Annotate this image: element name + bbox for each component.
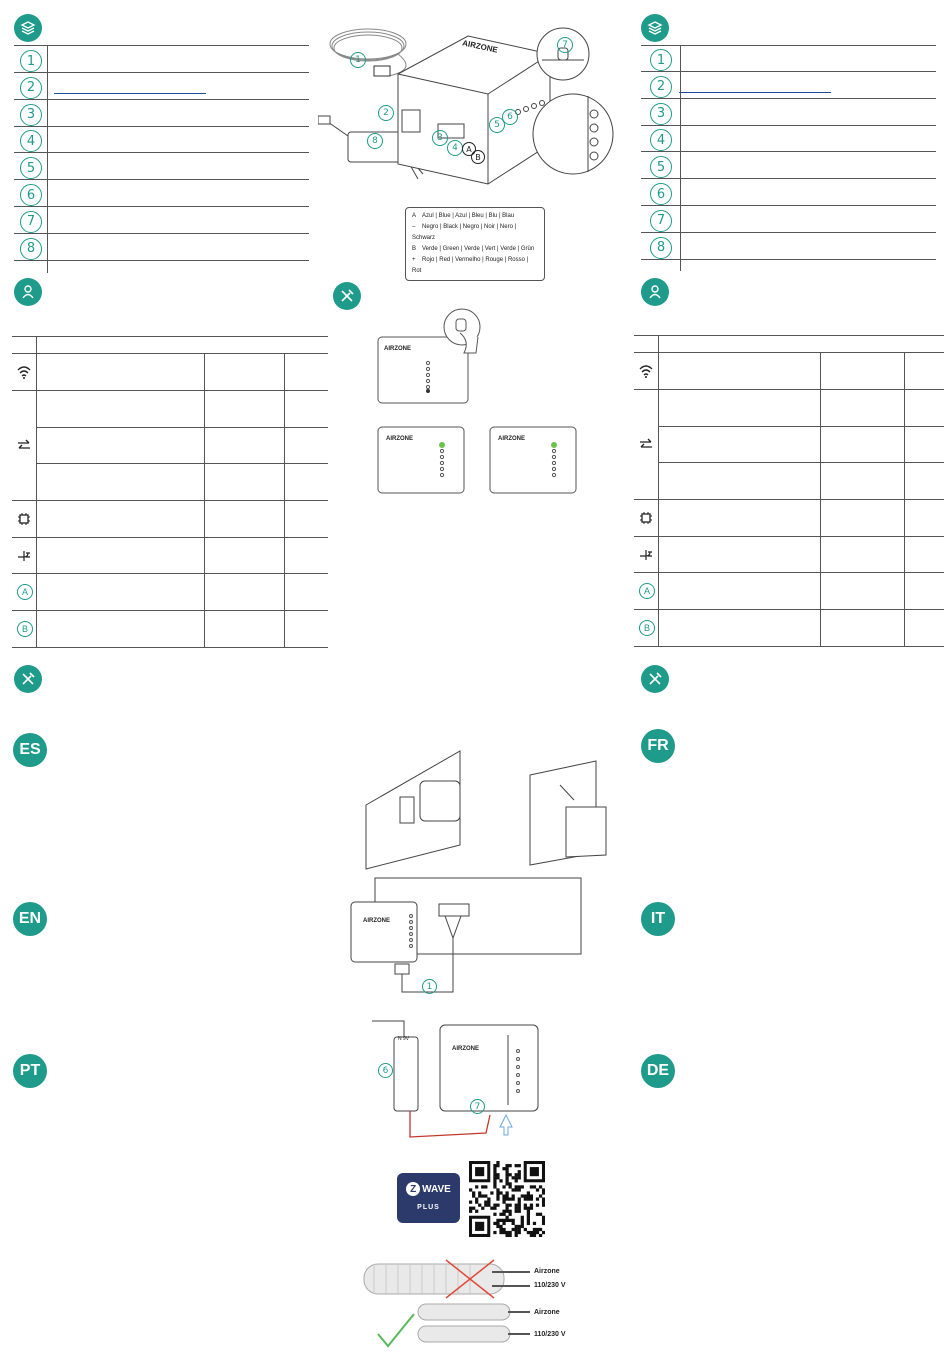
chip-icon [638, 510, 654, 531]
pairing-diagram [372, 305, 588, 495]
cable-label-4: 110/230 V [534, 1331, 566, 1338]
part-number-6: 6 [20, 184, 42, 206]
part-number-8: 8 [20, 238, 42, 260]
layers-icon [14, 14, 42, 42]
power-label: N 9V [398, 1036, 410, 1042]
zwave-plus-logo: Z WAVE PLUS [397, 1173, 460, 1223]
part-number-3: 3 [650, 103, 672, 125]
wiring-diagram [347, 876, 587, 998]
lang-badge-es: ES [13, 733, 47, 767]
callout-7: 7 [470, 1099, 485, 1114]
callout-b: B [471, 150, 485, 164]
device-brand: AIRZONE [461, 38, 499, 55]
callout-2: 2 [378, 105, 394, 121]
legend-row: A Azul | Blue | Azul | Bleu | Blu | Blau [412, 213, 515, 219]
wifi-icon [16, 364, 32, 385]
tools-icon [641, 665, 669, 693]
callout-5: 5 [489, 117, 505, 133]
lang-badge-de: DE [641, 1054, 675, 1088]
part-number-4: 4 [20, 130, 42, 152]
wifi-icon [638, 363, 654, 384]
legend-row: + Rojo | Red | Vermelho | Rouge | Rosso | Rot [412, 257, 529, 274]
user-settings-icon [14, 278, 42, 306]
sync-arrows-icon [638, 436, 654, 457]
cable-separation-diagram [362, 1258, 532, 1348]
device-brand: AIRZONE [498, 436, 525, 442]
cable-label-2: 110/230 V [534, 1282, 566, 1289]
lang-badge-fr: FR [641, 729, 675, 763]
callout-a: A [462, 142, 476, 156]
legend-row: B Verde | Green | Verde | Vert | Verde | Grün [412, 246, 535, 252]
mounting-diagram [360, 745, 610, 870]
part-number-4: 4 [650, 129, 672, 151]
callout-6: 6 [378, 1063, 393, 1078]
part-number-2: 2 [650, 76, 672, 98]
callout-6: 6 [502, 109, 518, 125]
power-plug-icon [638, 546, 654, 567]
callout-1: 1 [422, 979, 437, 994]
tools-icon [14, 665, 42, 693]
legend-row: – Negro | Black | Negro | Noir | Nero | Schwarz [412, 224, 517, 241]
sync-arrows-icon [16, 437, 32, 458]
wire-a-icon: A [639, 583, 655, 599]
wire-color-legend [405, 207, 545, 281]
power-diagram [368, 1015, 543, 1140]
device-brand: AIRZONE [386, 436, 413, 442]
callout-1: 1 [350, 52, 366, 68]
device-brand: AIRZONE [363, 918, 390, 924]
part-number-1: 1 [650, 49, 672, 71]
layers-icon [641, 14, 669, 42]
user-settings-icon [641, 278, 669, 306]
tools-icon [333, 282, 361, 310]
chip-icon [16, 511, 32, 532]
part-number-7: 7 [20, 211, 42, 233]
callout-7: 7 [557, 37, 573, 53]
cable-label-3: Airzone [534, 1309, 560, 1316]
part-number-5: 5 [20, 157, 42, 179]
part-number-3: 3 [20, 104, 42, 126]
device-brand: AIRZONE [452, 1046, 479, 1052]
part-number-5: 5 [650, 156, 672, 178]
qr-code [469, 1161, 545, 1237]
wire-b-icon: B [639, 620, 655, 636]
lang-badge-pt: PT [13, 1054, 47, 1088]
wire-a-icon: A [17, 584, 33, 600]
part-number-6: 6 [650, 183, 672, 205]
device-brand: AIRZONE [384, 346, 411, 352]
part-number-2: 2 [20, 77, 42, 99]
cable-label-1: Airzone [534, 1268, 560, 1275]
wire-b-icon: B [17, 621, 33, 637]
callout-8: 8 [367, 133, 383, 149]
part-number-7: 7 [650, 210, 672, 232]
part-number-1: 1 [20, 50, 42, 72]
power-plug-icon [16, 547, 32, 568]
lang-badge-it: IT [641, 902, 675, 936]
lang-badge-en: EN [13, 902, 47, 936]
callout-3: 3 [432, 130, 448, 146]
part-number-8: 8 [650, 237, 672, 259]
callout-4: 4 [447, 140, 463, 156]
